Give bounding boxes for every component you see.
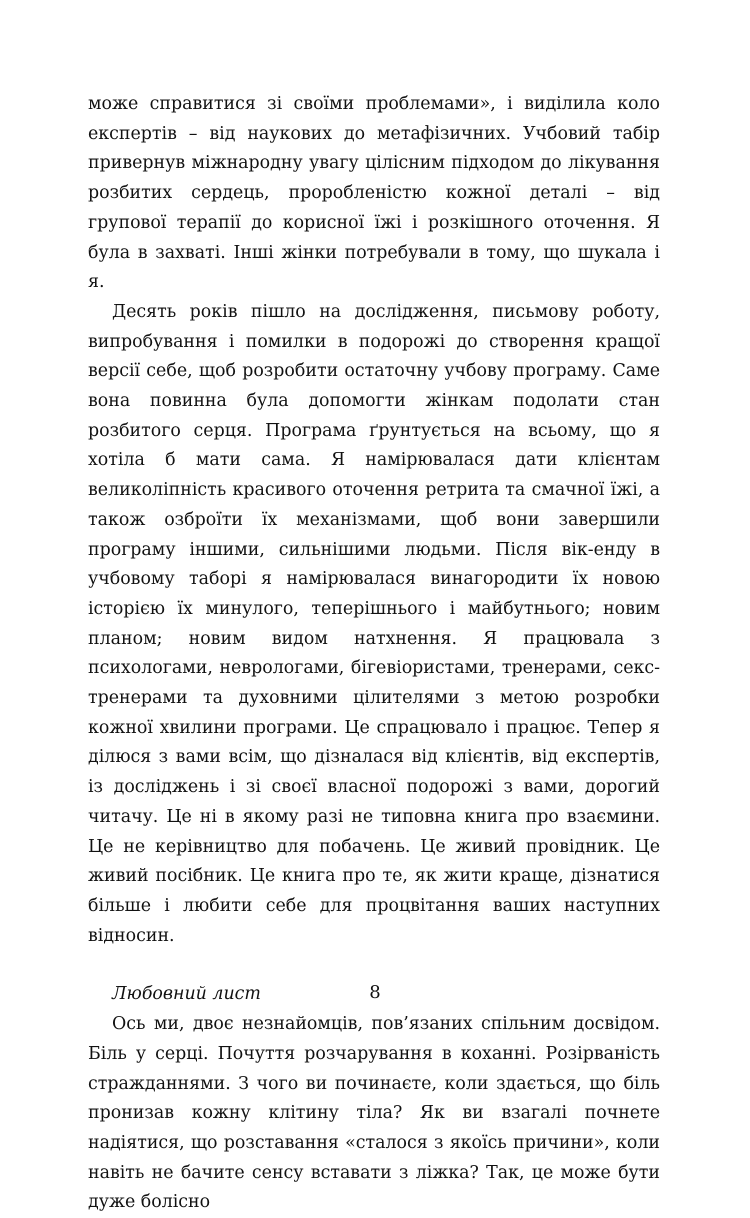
- section-spacer: [88, 951, 660, 980]
- paragraph: Десять років пішло на дослідження, письмову роботу, випробування і помилки в подорожі до створення кращої версії себе, щоб розробити остаточну учбову програму. Саме вона повинна була допомогти жінкам подолати стан розбитого серця. Програма ґрунтується на всьому, що я хотіла б мати сама. Я намірювалася дати клієнтам великоліпність красивого оточення ретрита та смачної їжі, а також озброїти їх механізмами, щоб вони завершили програму іншими, сильнішими людьми. Після вік-енду в учбовому таборі я намірювалася винагородити їх новою історією їх минулого, теперішнього і майбутнього; новим планом; новим видом натхнення. Я працювала з психологами, неврологами, бігевіористами, тренерами, секс-тренерами та духовними цілителями з метою розробки кожної хвилини програми. Це спрацювало і працює. Тепер я ділюся з вами всім, що дізналася від клієнтів, від експертів, із досліджень і зі своєї власної подорожі з вами, дорогий читачу. Це ні в якому разі не типовна книга про взаємини. Це не керівництво для побачень. Це живий провідник. Це живий посібник. Це книга про те, як жити краще, дізнатися більше і любити себе для процвітання ваших наступних відносин.: [88, 301, 660, 946]
- page-body: [88, 90, 660, 1218]
- paragraph-continuation: може справитися зі своїми проблемами», і виділила коло експертів – від наукових до метафізичних. Учбовий табір привернув міжнародну увагу цілісним підходом до лікування розбитих сердець, проробленістю кожної деталі – від групової терапії до корисної їжі і розкішного оточення. Я була в захваті. Інші жінки потребували в тому, що шукала і я.: [88, 94, 660, 293]
- paragraph: Ось ми, двоє незнайомців, пов’язаних спільним досвідом. Біль у серці. Почуття розчарування в коханні. Розірваність стражданнями. З чого ви починаєте, коли здається, що біль пронизав кожну клітину тіла? Як ви взагалі почнете надіятися, що розставання «сталося з якоїсь причини», коли навіть не бачите сенсу вставати з ліжка? Так, це може бути дуже болісно: [88, 1014, 660, 1213]
- page-number: 8: [369, 982, 381, 1003]
- section-heading: Любовний лист: [112, 984, 261, 1005]
